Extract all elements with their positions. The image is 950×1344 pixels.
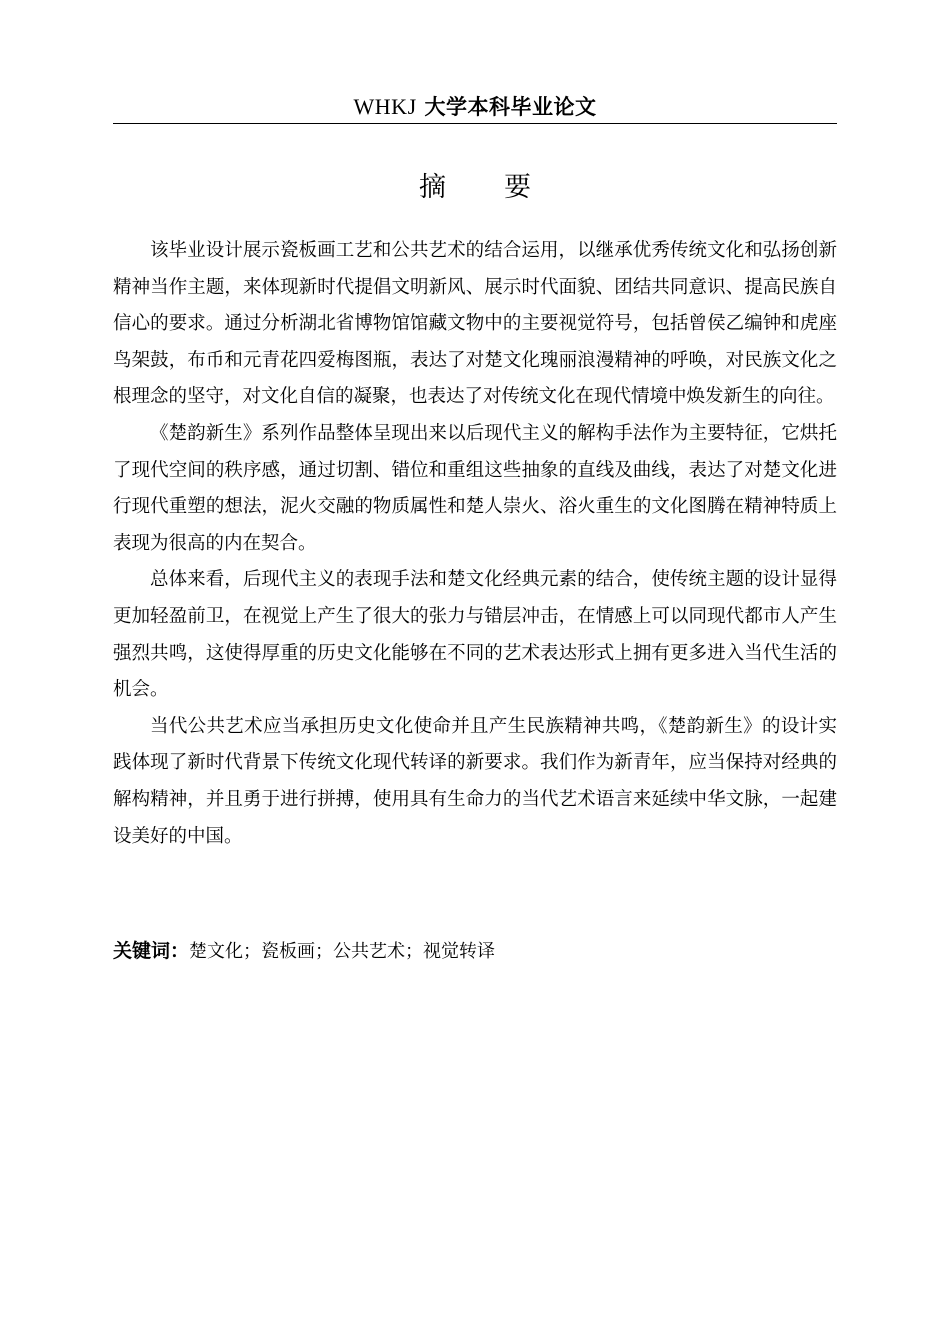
abstract-paragraph-1: 该毕业设计展示瓷板画工艺和公共艺术的结合运用，以继承优秀传统文化和弘扬创新精神当作主题，来体现新时代提倡文明新风、展示时代面貌、团结共同意识、提高民族自信心的要求。通过分析湖北省博物馆馆藏文物中的主要视觉符号，包括曾侯乙编钟和虎座鸟架鼓，布币和元青花四爱梅图瓶，表达了对楚文化瑰丽浪漫精神的呼唤，对民族文化之根理念的坚守，对文化自信的凝聚，也表达了对传统文化在现代情境中焕发新生的向往。 [113,240,837,408]
keywords-value: 楚文化；瓷板画；公共艺术；视觉转译 [189,941,496,962]
abstract-paragraph-3: 总体来看，后现代主义的表现手法和楚文化经典元素的结合，使传统主题的设计显得更加轻盈前卫，在视觉上产生了很大的张力与错层冲击，在情感上可以同现代都市人产生强烈共鸣，这使得厚重的历史文化能够在不同的艺术表达形式上拥有更多进入当代生活的机会。 [113,569,837,701]
header-title: 大学本科毕业论文 [424,94,597,119]
header-divider [113,123,837,124]
abstract-title: 摘要 [419,172,589,203]
header-prefix: WHKJ [353,94,417,119]
running-header [113,94,837,120]
abstract-paragraph-2: 《楚韵新生》系列作品整体呈现出来以后现代主义的解构手法作为主要特征，它烘托了现代空间的秩序感，通过切割、错位和重组这些抽象的直线及曲线，表达了对楚文化进行现代重塑的想法，泥火交融的物质属性和楚人崇火、浴火重生的文化图腾在精神特质上表现为很高的内在契合。 [113,422,837,554]
keywords-line [113,937,837,966]
abstract-body [113,233,837,855]
keywords-label: 关键词： [113,940,190,962]
abstract-paragraph-4: 当代公共艺术应当承担历史文化使命并且产生民族精神共鸣，《楚韵新生》的设计实践体现了新时代背景下传统文化现代转译的新要求。我们作为新青年，应当保持对经典的解构精神，并且勇于进行拼搏，使用具有生命力的当代艺术语言来延续中华文脉，一起建设美好的中国。 [113,715,837,847]
